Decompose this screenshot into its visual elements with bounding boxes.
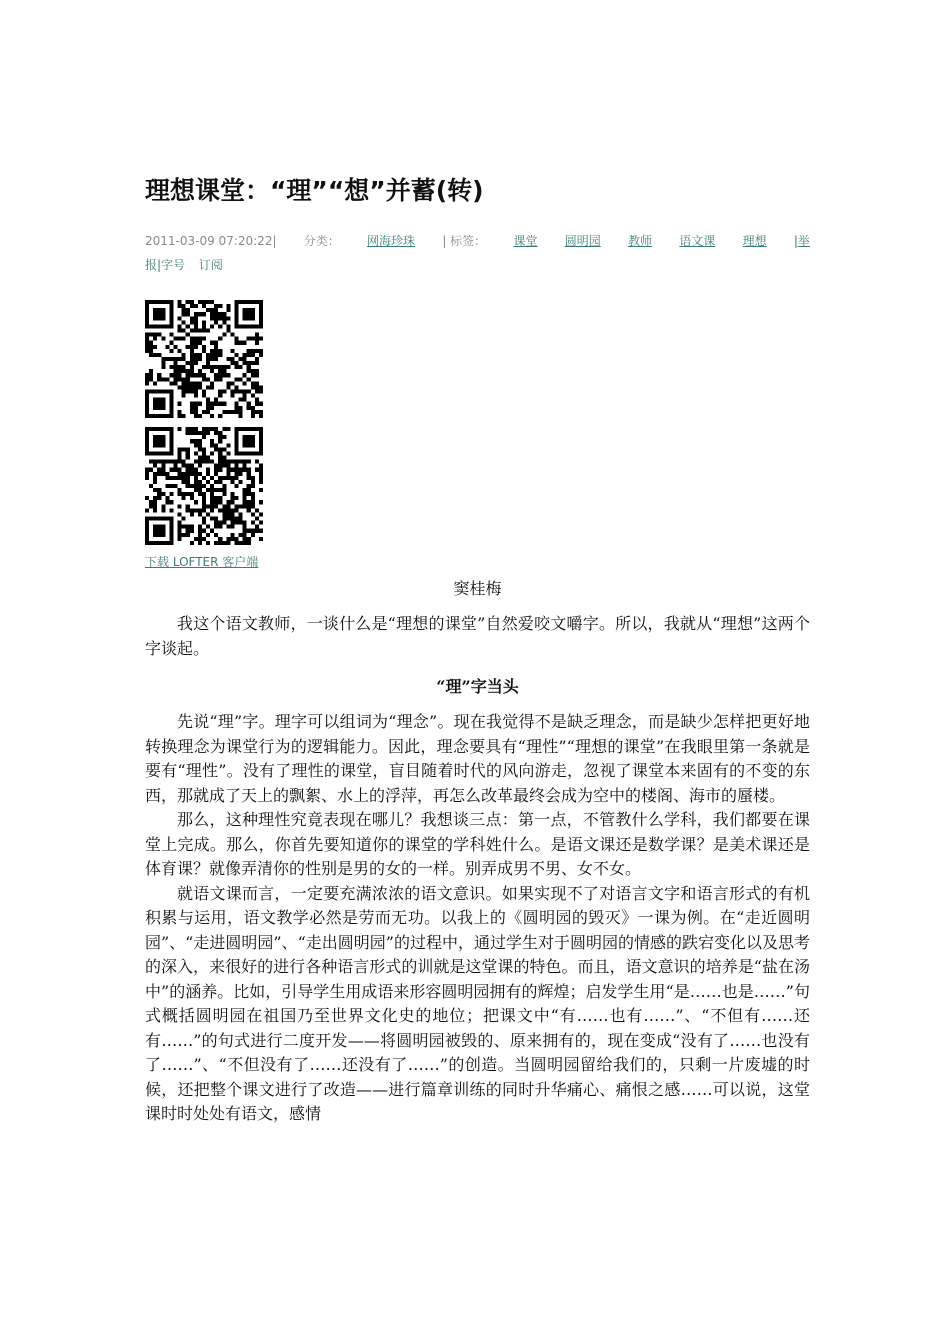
tag-link[interactable]: 理想 (742, 234, 767, 248)
category-label: 分类： (303, 234, 340, 248)
qr-codes (145, 300, 263, 545)
tag-link[interactable]: 课堂 (513, 234, 538, 248)
paragraph: 我这个语文教师，一谈什么是“理想的课堂”自然爱咬文嚼字。所以，我就从“理想”这两个字谈起。 (145, 614, 810, 658)
meta-line-2 (145, 253, 810, 277)
paragraph: 那么，这种理性究竟表现在哪儿？我想谈三点：第一点，不管教什么学科，我们都要在课堂上完成。那么，你首先要知道你的课堂的学科姓什么。是语文课还是数学课？是美术课还是体育课？就像弄清你的性别是男的女的一样。别弄成男不男、女不女。 (145, 810, 810, 878)
report-link-start[interactable]: |举 (793, 234, 810, 248)
paragraph: 就语文课而言，一定要充满浓浓的语文意识。如果实现不了对语言文字和语言形式的有机积累与运用，语文教学必然是劳而无功。以我上的《圆明园的毁灭》一课为例。在“走近圆明园”、“走进圆明园”、“走出圆明园”的过程中，通过学生对于圆明园的情感的跌宕变化以及思考的深入，来很好的进行各种语言形式的训就是这堂课的特色。而且，语文意识的培养是“盐在汤中”的涵养。比如，引导学生用成语来形容圆明园拥有的辉煌；启发学生用“是……也是……”句式概括圆明园在祖国乃至世界文化史的地位；把课文中“有……也有……”、“不但有……还有……”的句式进行二度开发——将圆明园被毁的、原来拥有的，现在变成“没有了……也没有了……”、“不但没有了……还没有了……”的创造。当圆明园留给我们的，只剩一片废墟的时候，还把整个课文进行了改造——进行篇章训练的同时升华痛心、痛恨之感……可以说，这堂课时时处处有语文，感情 (145, 883, 810, 1123)
qr-code-image (145, 300, 263, 418)
article-meta (145, 229, 810, 277)
paragraph: 先说“理”字。理字可以组词为“理念”。现在我觉得不是缺乏理念，而是缺少怎样把更好地转换理念为课堂行为的逻辑能力。因此，理念要具有“理性”“理想的课堂”在我眼里第一条就是要有“理性”。没有了理性的课堂，盲目随着时代的风向游走，忽视了课堂本来固有的不变的东西，那就成了天上的飘絮、水上的浮萍，再怎么改革最终会成为空中的楼阁、海市的蜃楼。 (145, 712, 810, 805)
article-title: 理想课堂：“理”“想”并蓄(转) (145, 176, 484, 205)
meta-line (145, 229, 810, 253)
article-body (145, 710, 810, 1127)
tags-label: | 标签： (442, 234, 487, 248)
tag-link[interactable]: 语文课 (679, 234, 716, 248)
report-link[interactable]: 报 (145, 258, 158, 272)
article-author: 窦桂梅 (453, 579, 502, 598)
download-app-link[interactable]: 下载 LOFTER 客户端 (145, 555, 259, 569)
category-link[interactable]: 网海珍珠 (367, 234, 416, 248)
tag-link[interactable]: 圆明园 (564, 234, 601, 248)
font-size-link[interactable]: |字号 (157, 258, 186, 272)
section-heading: “理”字当头 (436, 677, 519, 696)
intro-paragraph (145, 612, 810, 661)
tag-link[interactable]: 教师 (628, 234, 653, 248)
subscribe-link[interactable]: 订阅 (198, 258, 223, 272)
post-datetime: 2011-03-09 07:20:22| (145, 234, 277, 248)
qr-code-image (145, 427, 263, 545)
